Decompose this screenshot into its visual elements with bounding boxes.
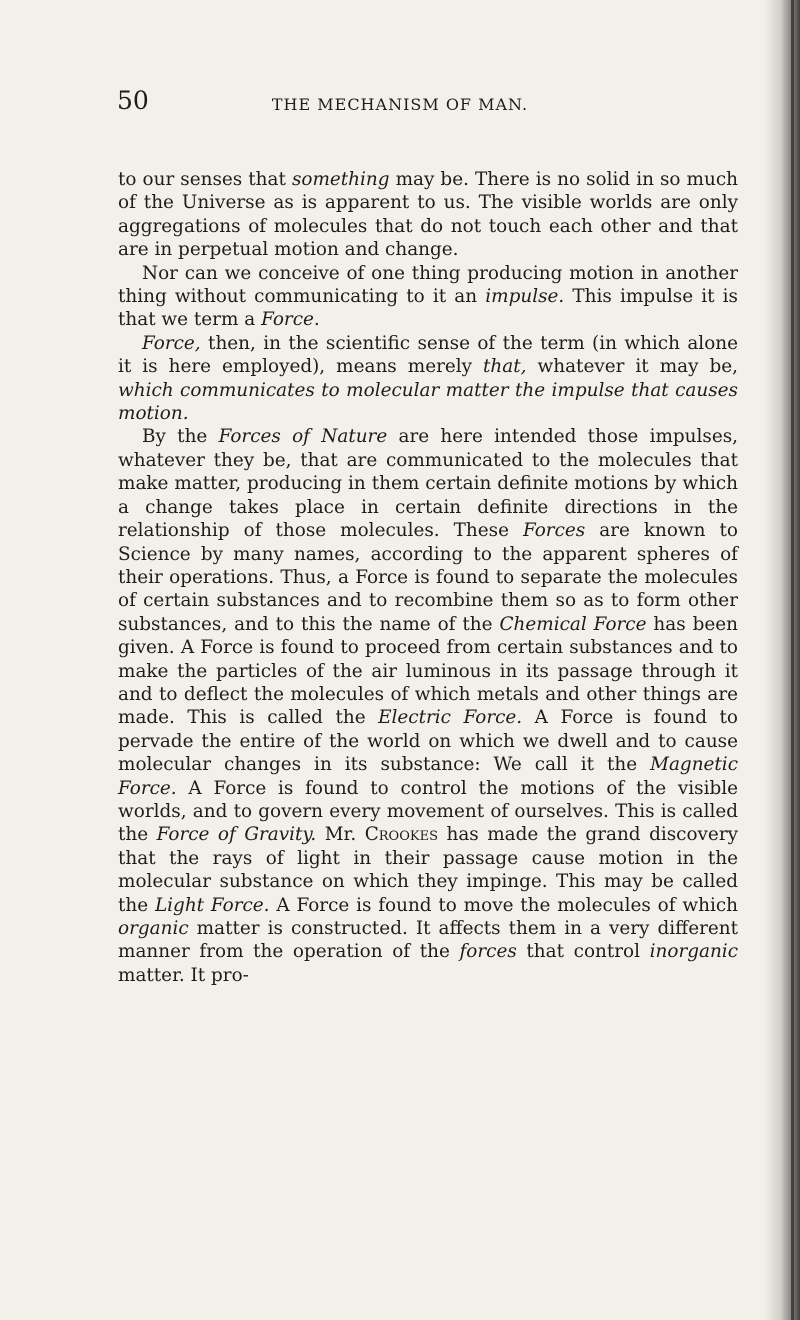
page-edge-shadow xyxy=(764,0,800,1320)
running-title: THE MECHANISM OF MAN. xyxy=(271,95,529,114)
paragraph-2: Nor can we conceive of one thing producing motion in another thing without communicating to it an impulse. This impulse it is that we term a Force. xyxy=(118,262,738,331)
paragraph-3: Force, then, in the scientific sense of the term (in which alone it is here employed), means merely that, whatever it may be, which communicates to molecular matter the impulse that causes motion. xyxy=(118,332,738,425)
page-number: 50 xyxy=(117,86,149,115)
paragraph-1: to our senses that something may be. There is no solid in so much of the Universe as is apparent to us. The visible worlds are only aggregations of molecules that do not touch each other and that are in perpetual motion and change. xyxy=(118,169,738,261)
paragraph-4: By the Forces of Nature are here intended those impulses, whatever they be, that are communicated to the molecules that make matter, producing in them certain definite motions by which a change takes place in certain definite directions in the relationship of those molecules. These Forces are known to Science by many names, according to the apparent spheres of their operations. Thus, a Force is found to separate the molecules of certain substances and to recombine them so as to form other substances, and to this the name of the Chemical Force has been given. A Force is found to proceed from certain substances and to make the particles of the air luminous in its passage through it and to deflect the molecules of which metals and other things are made. This is called the Electric Force. A Force is found to pervade the entire of the world on which we dwell and to cause molecular changes in its substance: We call it the Magnetic Force. A Force is found to control the motions of the visible worlds, and to govern every movement of ourselves. This is called the Force of Gravity. Mr. Crookes has made the grand discovery that the rays of light in their passage cause motion in the molecular substance on which they impinge. This may be called the Light Force. A Force is found to move the molecules of which organic matter is constructed. It affects them in a very different manner from the operation of the forces that control inorganic matter. It pro- xyxy=(118,426,738,986)
body-text xyxy=(118,168,738,987)
